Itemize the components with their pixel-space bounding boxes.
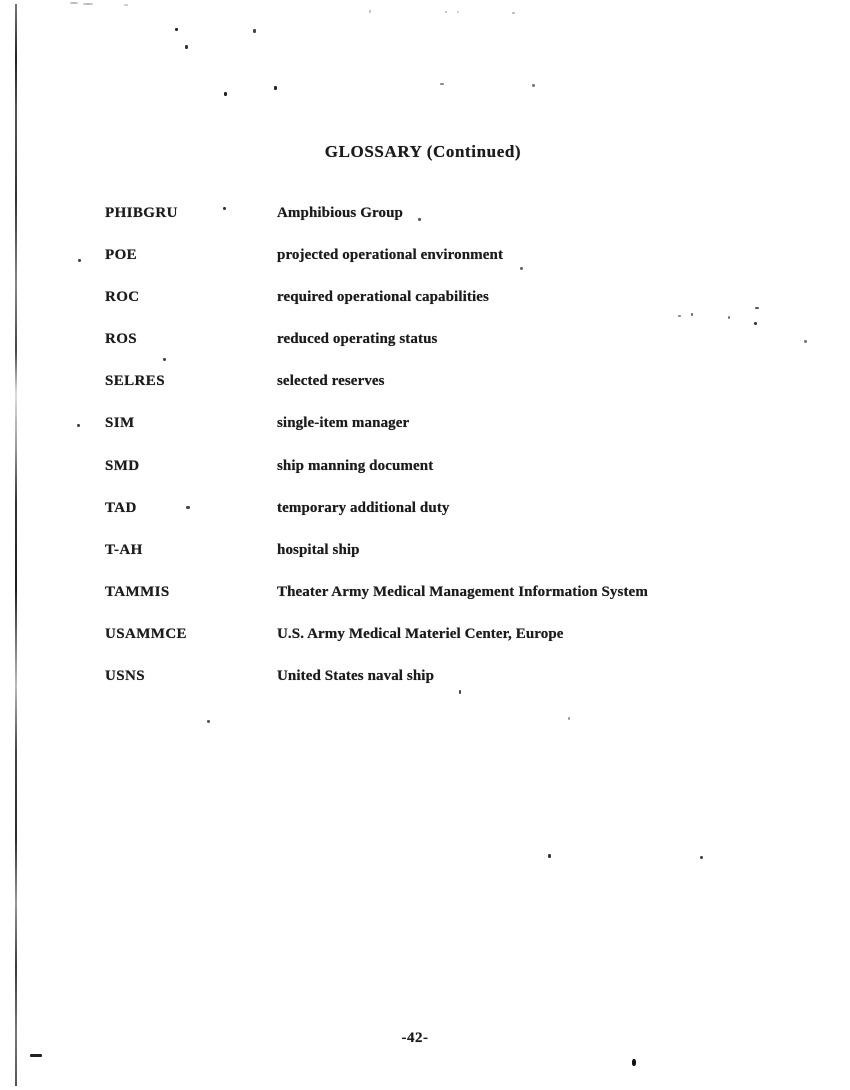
- scan-speck: [224, 92, 227, 96]
- scan-speck: [728, 316, 730, 319]
- glossary-definition: reduced operating status: [277, 331, 438, 348]
- glossary-term: PHIBGRU: [105, 205, 178, 221]
- scan-speck: [186, 506, 190, 509]
- page-number: -42-: [401, 1030, 429, 1046]
- glossary-entry: [105, 374, 810, 390]
- scan-speck: [459, 690, 461, 694]
- scan-speck: [78, 259, 81, 262]
- glossary-entry: [105, 585, 810, 601]
- glossary-definition: Amphibious Group: [277, 205, 403, 221]
- scan-speck: [124, 4, 128, 6]
- scan-speck: [175, 28, 178, 31]
- scan-speck: [163, 358, 166, 361]
- glossary-term: USAMMCE: [105, 625, 187, 642]
- glossary-term: SIM: [105, 415, 135, 432]
- glossary-list: [105, 206, 810, 711]
- glossary-entry: [105, 669, 810, 685]
- glossary-term: ROC: [105, 289, 140, 306]
- scan-edge-line: [15, 4, 17, 1086]
- glossary-entry: [105, 332, 810, 348]
- page-title: GLOSSARY (Continued): [324, 142, 522, 161]
- glossary-term: SMD: [105, 457, 140, 474]
- scan-speck: [223, 207, 226, 210]
- glossary-definition: required operational capabilities: [277, 289, 489, 306]
- scan-speck: [632, 1059, 636, 1066]
- scan-speck: [804, 340, 807, 343]
- scan-speck: [369, 10, 371, 13]
- scan-speck: [253, 29, 256, 33]
- scan-speck: [548, 854, 551, 858]
- scan-speck: [754, 322, 757, 325]
- glossary-entry: [105, 501, 810, 517]
- glossary-definition: ship manning document: [277, 457, 434, 474]
- scan-speck: [678, 315, 681, 317]
- scan-speck: [445, 11, 447, 13]
- scan-speck: [755, 307, 759, 309]
- scan-speck: [691, 313, 693, 316]
- glossary-term: T-AH: [105, 541, 143, 558]
- glossary-entry: [105, 627, 810, 643]
- scan-speck: [207, 720, 210, 723]
- scan-speck: [274, 86, 277, 90]
- glossary-definition: selected reserves: [277, 373, 385, 390]
- glossary-definition: temporary additional duty: [277, 499, 450, 516]
- scan-speck: [457, 11, 459, 13]
- glossary-definition: hospital ship: [277, 541, 360, 558]
- scan-speck: [512, 12, 515, 14]
- glossary-entry: [105, 206, 810, 222]
- glossary-term: USNS: [105, 668, 145, 685]
- glossary-term: SELRES: [105, 373, 165, 390]
- scan-speck: [532, 84, 535, 87]
- scan-speck: [70, 2, 78, 4]
- glossary-entry: [105, 248, 810, 264]
- glossary-entry: [105, 459, 810, 475]
- glossary-definition: United States naval ship: [277, 668, 435, 685]
- scan-dash: [30, 1054, 42, 1057]
- glossary-entry: [105, 416, 810, 432]
- scan-speck: [77, 424, 80, 427]
- scan-speck: [700, 856, 703, 859]
- glossary-entry: [105, 290, 810, 306]
- glossary-definition: U.S. Army Medical Materiel Center, Europe: [277, 625, 564, 642]
- glossary-entry: [105, 543, 810, 559]
- glossary-term: POE: [105, 247, 138, 264]
- glossary-term: TAMMIS: [105, 583, 170, 600]
- scan-speck: [520, 267, 523, 270]
- glossary-definition: single-item manager: [277, 415, 410, 432]
- scan-speck: [83, 3, 93, 5]
- glossary-definition: projected operational environment: [277, 247, 504, 264]
- glossary-definition: Theater Army Medical Management Information System: [277, 583, 648, 600]
- scan-speck: [440, 83, 444, 85]
- scan-speck: [568, 717, 570, 720]
- glossary-term: TAD: [105, 499, 137, 516]
- scan-speck: [185, 45, 188, 49]
- glossary-term: ROS: [105, 331, 138, 348]
- scan-speck: [418, 218, 421, 221]
